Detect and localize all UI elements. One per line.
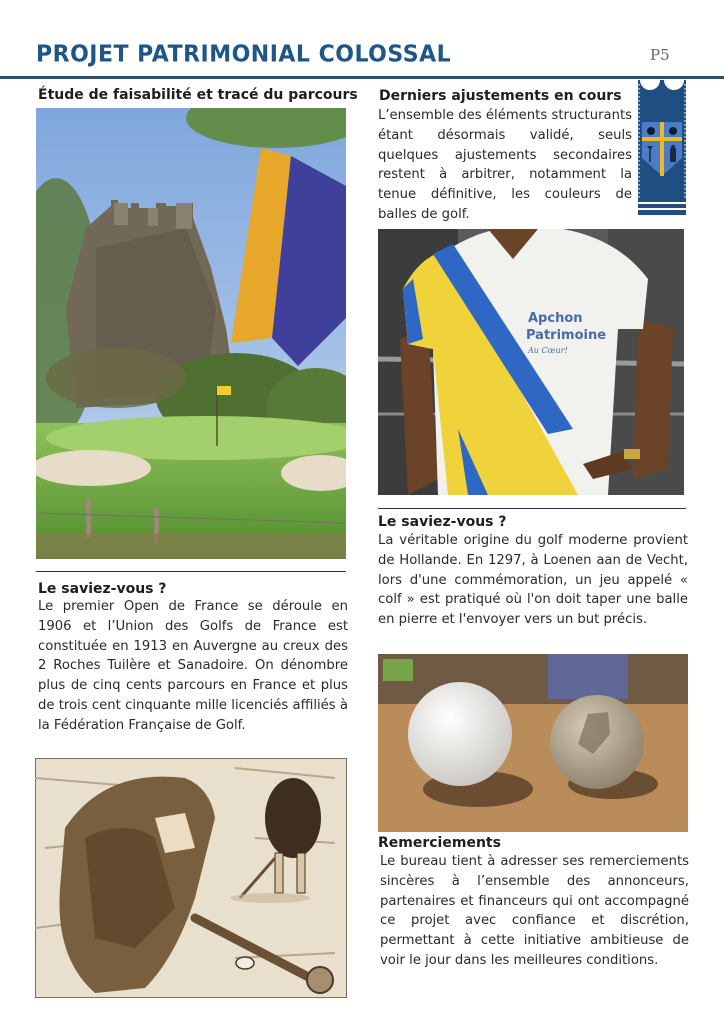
polo-shirt-photo — [378, 229, 684, 495]
coat-of-arms-icon — [638, 80, 686, 215]
thanks-text: Le bureau tient à adresser ses remerciements sincères à l’ensemble des annonceurs, partenaires et financeurs qui ont accompagné ce projet avec confiance et discrétion, permettant à cette initiative ambitieuse de voir le jour dans les meilleures conditions. — [380, 854, 689, 968]
did-you-know-text-2: La véritable origine du golf moderne provient de Hollande. En 1297, à Loenen aan de Vecht, lors d'une commémoration, un jeu appelé « colf » est pratiqué où l'on doit taper une balle en pierre et l'envoyer vers un but précis. — [378, 533, 688, 628]
section-heading-thanks: Remerciements — [378, 835, 501, 851]
section-heading-adjustments: Derniers ajustements en cours — [379, 88, 622, 104]
section-heading-did-you-know-1: Le saviez-vous ? — [38, 581, 167, 597]
shirt-logo-line2: Patrimoine — [526, 328, 607, 343]
section-heading-feasibility: Étude de faisabilité et tracé du parcours — [38, 87, 358, 103]
did-you-know-text-1: Le premier Open de France se déroule en 1906 et l’Union des Golfs de France est constituée en 1913 en Auvergne au creux des 2 Roches Tuilère et Sanadoire. On dénombre plus de cinq cents parcours en France et plus de trois cent cinquante mille licenciés affiliés à la Fédération Française de Golf. — [38, 599, 348, 733]
page-number: P5 — [650, 46, 670, 64]
page-title: PROJET PATRIMONIAL COLOSSAL — [36, 41, 452, 68]
shirt-logo-line3: Au Cœur! — [528, 346, 568, 355]
cavemen-illustration — [35, 758, 347, 998]
golf-balls-photo — [378, 654, 688, 832]
section-heading-did-you-know-2: Le saviez-vous ? — [378, 514, 507, 530]
section-divider — [378, 508, 686, 509]
heraldic-banner — [638, 80, 686, 215]
adjustments-text: L’ensemble des éléments structurants étant désormais validé, seuls quelques ajustements secondaires restent à arbitrer, notamment la tenue définitive, les couleurs de balles de golf. — [378, 108, 632, 222]
section-divider — [36, 571, 346, 572]
golf-course-photo — [36, 108, 346, 559]
header-divider — [0, 76, 724, 79]
shirt-logo-line1: Apchon — [528, 311, 583, 326]
